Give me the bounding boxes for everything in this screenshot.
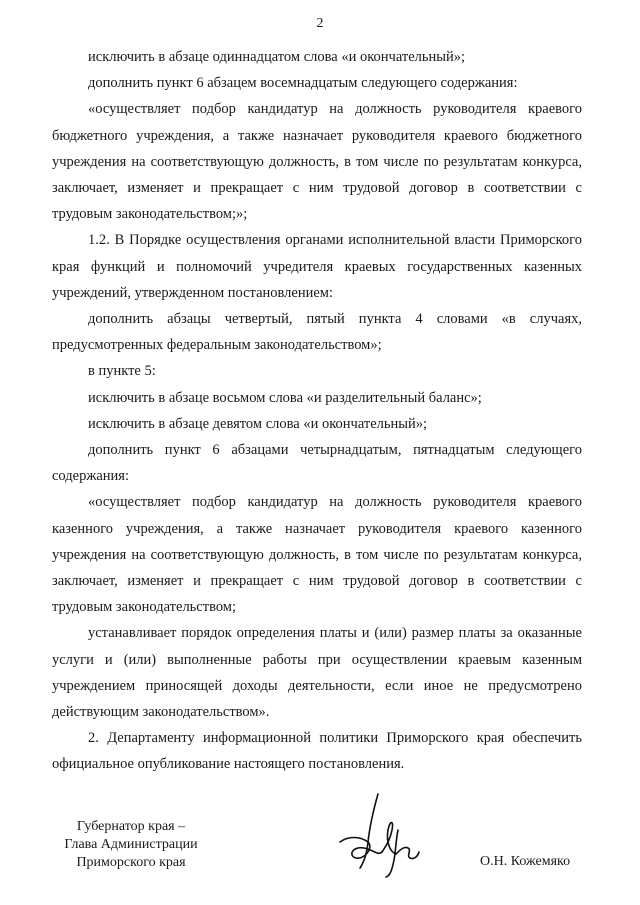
paragraph-add-point-6: дополнить пункт 6 абзацем восемнадцатым следующего содержания: (88, 75, 518, 92)
signatory-title-line: Глава Администрации (64, 837, 198, 852)
paragraph-quote-budget-institution: «осуществляет подбор кандидатур на должность руководителя краевого бюджетного учреждения, а также назначает руководителя краевого бюджетного учреждения на соответствующую должность, в том числе по результатам конкурса, заключает, изменяет и прекращает с ним трудовой договор в соответствии с трудовым законодательством;»; (52, 101, 582, 223)
document-body (52, 44, 582, 778)
paragraph-point-5: в пункте 5: (88, 363, 156, 380)
paragraph-point-4-amend: дополнить абзацы четвертый, пятый пункта 4 словами «в случаях, предусмотренных федеральным законодательством»; (52, 311, 582, 354)
paragraph-quote-state-institution: «осуществляет подбор кандидатур на должность руководителя краевого казенного учреждения, а также назначает руководителя краевого казенного учреждения на соответствующую должность, в том числе по результатам конкурса, заключает, изменяет и прекращает с ним трудовой договор в соответствии с трудовым законодательством; (52, 494, 582, 616)
paragraph-exclude-ninth: исключить в абзаце девятом слова «и окончательный»; (88, 415, 428, 432)
page-number: 2 (316, 16, 324, 31)
paragraph-exclude-eighth: исключить в абзаце восьмом слова «и разделительный баланс»; (88, 389, 482, 406)
paragraph-fee-procedure: устанавливает порядок определения платы и (или) размер платы за оказанные услуги и (или) выполненные работы при осуществлении краевым казенным учреждением приносящей доходы деятельности, если иное не предусмотрено действующим законодательством». (52, 625, 582, 721)
signatory-name: О.Н. Кожемяко (480, 854, 571, 869)
paragraph-section-1-2: 1.2. В Порядке осуществления органами исполнительной власти Приморского края функций и полномочий учредителя краевых государственных казенных учреждений, утвержденном постановлением: (52, 232, 582, 301)
signatory-title-line: Приморского края (76, 855, 186, 870)
paragraph-section-2: 2. Департаменту информационной политики Приморского края обеспечить официальное опубликование настоящего постановления. (52, 730, 582, 773)
signatory-title-line: Губернатор края – (76, 819, 186, 834)
handwritten-signature (334, 790, 420, 878)
paragraph-add-point-6-fourteenth: дополнить пункт 6 абзацами четырнадцатым, пятнадцатым следующего содержания: (52, 442, 582, 485)
paragraph-exclude-eleventh: исключить в абзаце одиннадцатом слова «и окончательный»; (88, 49, 466, 65)
signatory-title (56, 818, 206, 872)
